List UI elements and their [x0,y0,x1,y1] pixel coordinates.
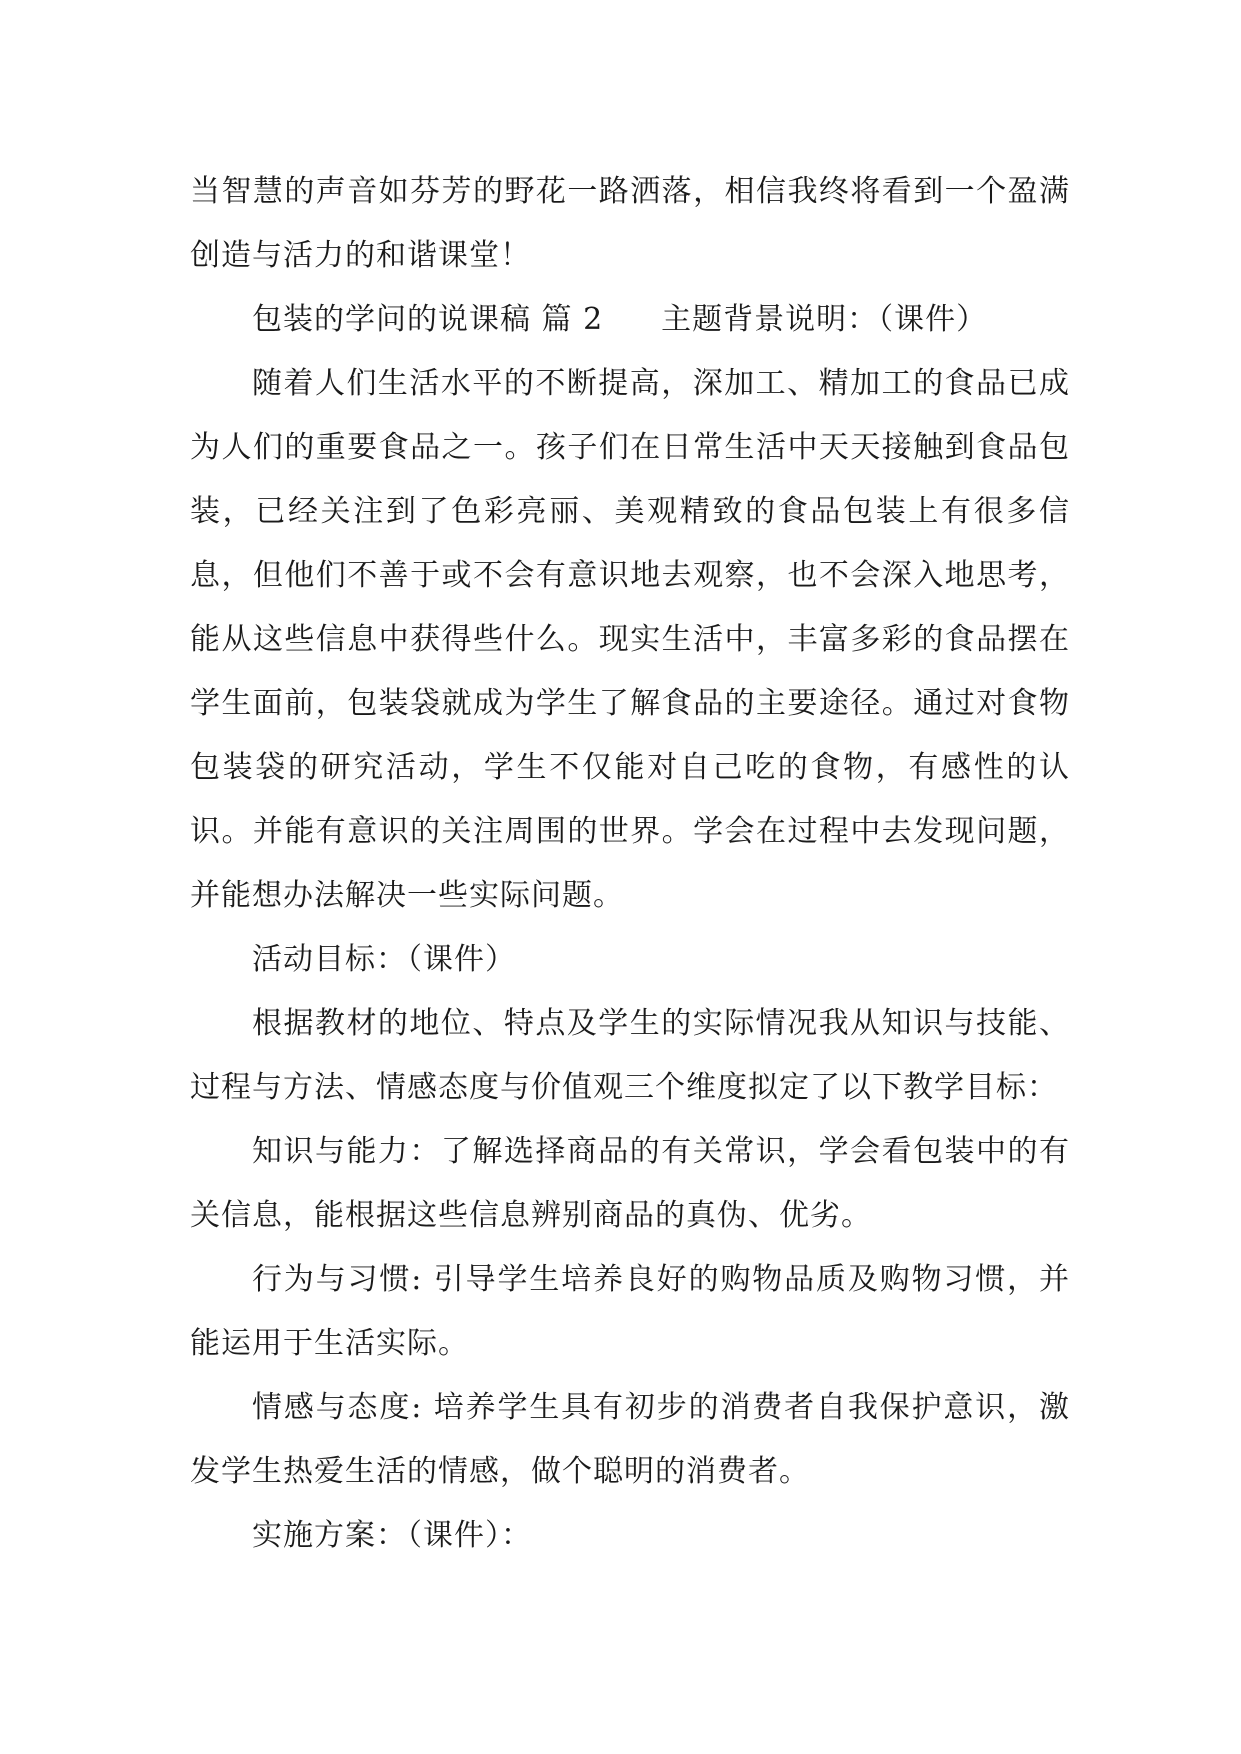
paragraph-emotion: 情感与态度: 培养学生具有初步的消费者自我保护意识，激发学生热爱生活的情感，做个聪明的消费者。 [190,1390,1070,1489]
section-heading [190,288,1070,352]
paragraph-objectives-label: 活动目标：（课件） [252,942,516,977]
paragraph-behavior: 行为与习惯: 引导学生培养良好的购物品质及购物习惯，并能运用于生活实际。 [190,1262,1070,1361]
paragraph-background: 随着人们生活水平的不断提高，深加工、精加工的食品已成为人们的重要食品之一。孩子们在日常生活中天天接触到食品包装，已经关注到了色彩亮丽、美观精致的食品包装上有很多信息，但他们不善于或不会有意识地去观察，也不会深入地思考，能从这些信息中获得些什么。现实生活中，丰富多彩的食品摆在学生面前，包装袋就成为学生了解食品的主要途径。通过对食物包装袋的研究活动，学生不仅能对自己吃的食物，有感性的认识。并能有意识的关注周围的世界。学会在过程中去发现问题，并能想办法解决一些实际问题。 [190,366,1070,913]
section-title: 包装的学问的说课稿 篇 2 [252,302,604,337]
paragraph-objectives-intro: 根据教材的地位、特点及学生的实际情况我从知识与技能、过程与方法、情感态度与价值观三个维度拟定了以下教学目标： [190,1006,1070,1105]
paragraph-knowledge: 知识与能力：了解选择商品的有关常识，学会看包装中的有关信息，能根据这些信息辨别商品的真伪、优劣。 [190,1134,1070,1233]
paragraph-closing: 当智慧的声音如芬芳的野花一路洒落，相信我终将看到一个盈满创造与活力的和谐课堂！ [190,174,1070,273]
section-subtitle: 主题背景说明：（课件） [661,302,988,337]
paragraph-plan-label: 实施方案：（课件）： [252,1518,532,1553]
document-body [190,160,1070,1568]
